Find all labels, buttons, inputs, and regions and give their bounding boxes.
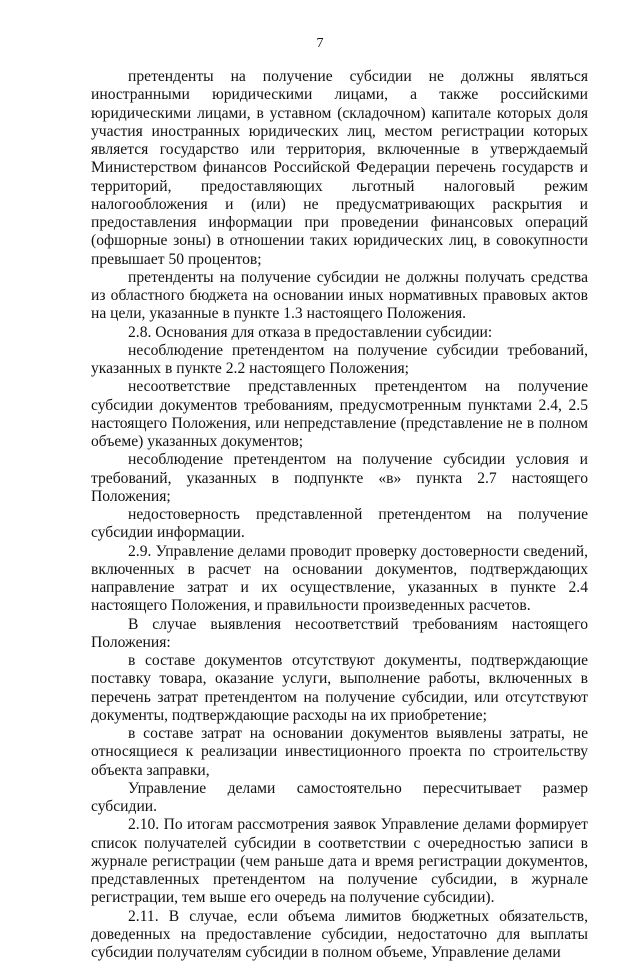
paragraph: несоблюдение претендентом на получение субсидии условия и требований, указанных в подпункте «в» пункта 2.7 настоящего Положения; <box>91 451 588 506</box>
paragraph: несоответствие представленных претендентом на получение субсидии документов требованиям, предусмотренным пунктами 2.4, 2.5 настоящего Положения, или непредставление (представление не в полном объеме) указанных документов; <box>91 378 588 451</box>
paragraph: в составе документов отсутствуют документы, подтверждающие поставку товара, оказание услуги, выполнение работы, включенных в перечень затрат претендентом на получение субсидии, или отсутствуют документы, подтверждающие расходы на их приобретение; <box>91 652 588 725</box>
page-number: 7 <box>0 36 640 52</box>
paragraph: В случае выявления несоответствий требованиям настоящего Положения: <box>91 616 588 653</box>
paragraph: в составе затрат на основании документов выявлены затраты, не относящиеся к реализации инвестиционного проекта по строительству объекта заправки, <box>91 725 588 780</box>
paragraph: несоблюдение претендентом на получение субсидии требований, указанных в пункте 2.2 настоящего Положения; <box>91 342 588 379</box>
paragraph: недостоверность представленной претендентом на получение субсидии информации. <box>91 506 588 543</box>
paragraph: 2.10. По итогам рассмотрения заявок Управление делами формирует список получателей субсидии в соответствии с очередностью записи в журнале регистрации (чем раньше дата и время регистрации документов, представленных претендентом на получение субсидии, в журнале регистрации, тем выше его очередь на получение субсидии). <box>91 816 588 907</box>
section-heading: 2.8. Основания для отказа в предоставлении субсидии: <box>91 324 588 342</box>
paragraph: 2.11. В случае, если объема лимитов бюджетных обязательств, доведенных на предоставление субсидии, недостаточно для выплаты субсидии получателям субсидии в полном объеме, Управление делами <box>91 908 588 962</box>
paragraph: претенденты на получение субсидии не должны получать средства из областного бюджета на основании иных нормативных правовых актов на цели, указанные в пункте 1.3 настоящего Положения. <box>91 269 588 324</box>
paragraph: 2.9. Управление делами проводит проверку достоверности сведений, включенных в расчет на основании документов, подтверждающих направление затрат и их осуществление, указанных в пункте 2.4 настоящего Положения, и правильности произведенных расчетов. <box>91 543 588 616</box>
paragraph: Управление делами самостоятельно пересчитывает размер субсидии. <box>91 780 588 817</box>
paragraph: претенденты на получение субсидии не должны являться иностранными юридическими лицами, а также российскими юридическими лицами, в уставном (складочном) капитале которых доля участия иностранных юридических лиц, местом регистрации которых является государство или территория, включенные в утверждаемый Министерством финансов Российской Федерации перечень государств и территорий, предоставляющих льготный налоговый режим налогообложения и (или) не предусматривающих раскрытия и предоставления информации при проведении финансовых операций (офшорные зоны) в отношении таких юридических лиц, в совокупности превышает 50 процентов; <box>91 68 588 269</box>
document-body <box>91 68 588 962</box>
